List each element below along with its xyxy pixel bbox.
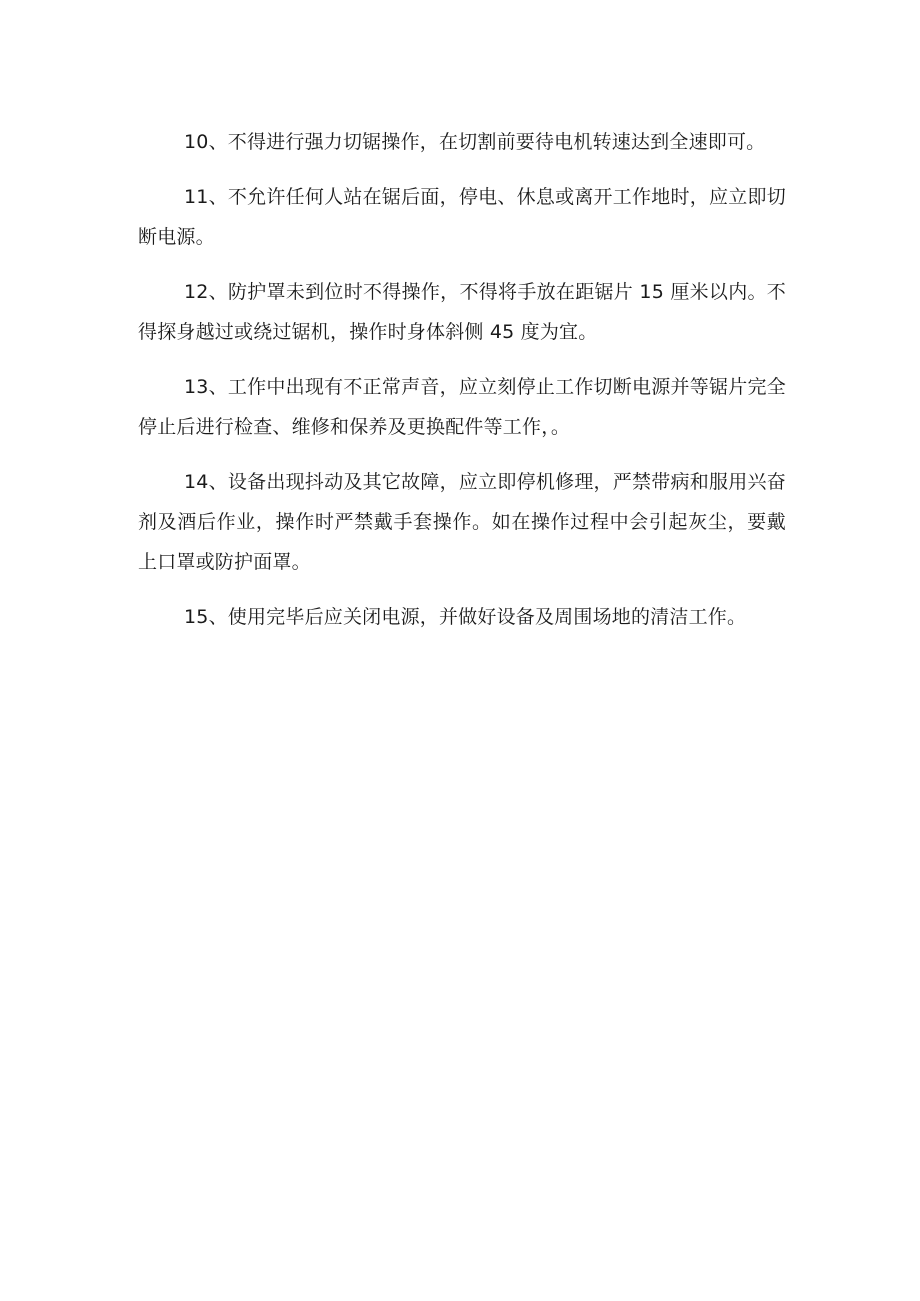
paragraph-14: 14、设备出现抖动及其它故障，应立即停机修理，严禁带病和服用兴奋剂及酒后作业，操作时严禁戴手套操作。如在操作过程中会引起灰尘，要戴上口罩或防护面罩。 xyxy=(138,471,786,573)
paragraph-13: 13、工作中出现有不正常声音，应立刻停止工作切断电源并等锯片完全停止后进行检查、维修和保养及更换配件等工作，。 xyxy=(138,376,786,438)
document-body xyxy=(138,122,786,652)
paragraph-15: 15、使用完毕后应关闭电源，并做好设备及周围场地的清洁工作。 xyxy=(184,606,747,628)
paragraph-11: 11、不允许任何人站在锯后面，停电、休息或离开工作地时，应立即切断电源。 xyxy=(138,186,786,248)
paragraph-12: 12、防护罩未到位时不得操作，不得将手放在距锯片 15 厘米以内。不得探身越过或绕过锯机，操作时身体斜侧 45 度为宜。 xyxy=(138,281,786,343)
paragraph-10: 10、不得进行强力切锯操作，在切割前要待电机转速达到全速即可。 xyxy=(184,131,766,153)
